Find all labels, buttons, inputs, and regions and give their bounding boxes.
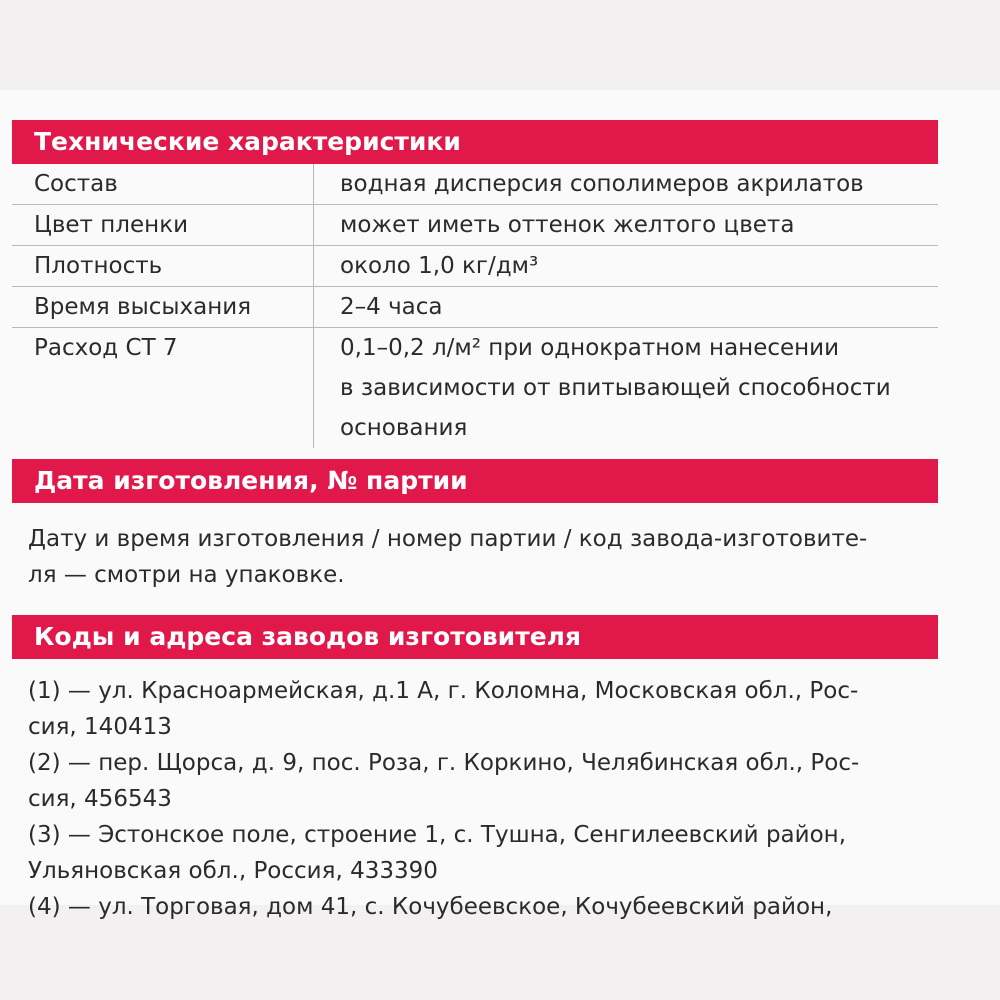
spec-name: Время высыхания (12, 287, 314, 327)
spec-row-composition (12, 164, 938, 205)
plant-line: (2) — пер. Щорса, д. 9, пос. Роза, г. Коркино, Челябинская обл., Рос- (28, 750, 860, 776)
text-line: Дату и время изготовления / номер партии / код завода-изготовите- (28, 526, 868, 552)
manufacture-date-text (28, 521, 958, 593)
spec-row-drying-time (12, 287, 938, 328)
plant-line: сия, 456543 (28, 786, 172, 812)
spec-value-line: 0,1–0,2 л/м² при однократном нанесении (340, 335, 840, 361)
plant-line: (1) — ул. Красноармейская, д.1 А, г. Коломна, Московская обл., Рос- (28, 678, 859, 704)
spec-name: Состав (12, 164, 314, 204)
spec-value-line: около 1,0 кг/дм³ (340, 253, 539, 279)
plants-heading: Коды и адреса заводов изготовителя (12, 615, 938, 659)
text-line: ля — смотри на упаковке. (28, 562, 345, 588)
manufacture-date-heading: Дата изготовления, № партии (12, 459, 938, 503)
plant-line: Ульяновская обл., Россия, 433390 (28, 858, 438, 884)
spec-row-film-color (12, 205, 938, 246)
spec-value (314, 205, 938, 245)
spec-value-line: может иметь оттенок желтого цвета (340, 212, 795, 238)
spec-value-line: основания (340, 415, 468, 441)
specs-table (12, 164, 938, 448)
spec-value-line: 2–4 часа (340, 294, 443, 320)
spec-row-consumption (12, 328, 938, 448)
plant-line: сия, 140413 (28, 714, 172, 740)
specs-heading: Технические характеристики (12, 120, 938, 164)
plants-list (28, 673, 958, 925)
spec-name: Цвет пленки (12, 205, 314, 245)
spec-row-density (12, 246, 938, 287)
spec-name: Расход СТ 7 (12, 328, 314, 448)
spec-value (314, 287, 938, 327)
plant-line: (4) — ул. Торговая, дом 41, с. Кочубеевское, Кочубеевский район, (28, 894, 833, 920)
product-label (0, 90, 1000, 920)
spec-value-line: водная дисперсия сополимеров акрилатов (340, 171, 864, 197)
spec-name: Плотность (12, 246, 314, 286)
spec-value (314, 164, 938, 204)
spec-value (314, 246, 938, 286)
spec-value (314, 328, 938, 448)
plant-line: (3) — Эстонское поле, строение 1, с. Тушна, Сенгилеевский район, (28, 822, 847, 848)
spec-value-line: в зависимости от впитывающей способности (340, 375, 891, 401)
